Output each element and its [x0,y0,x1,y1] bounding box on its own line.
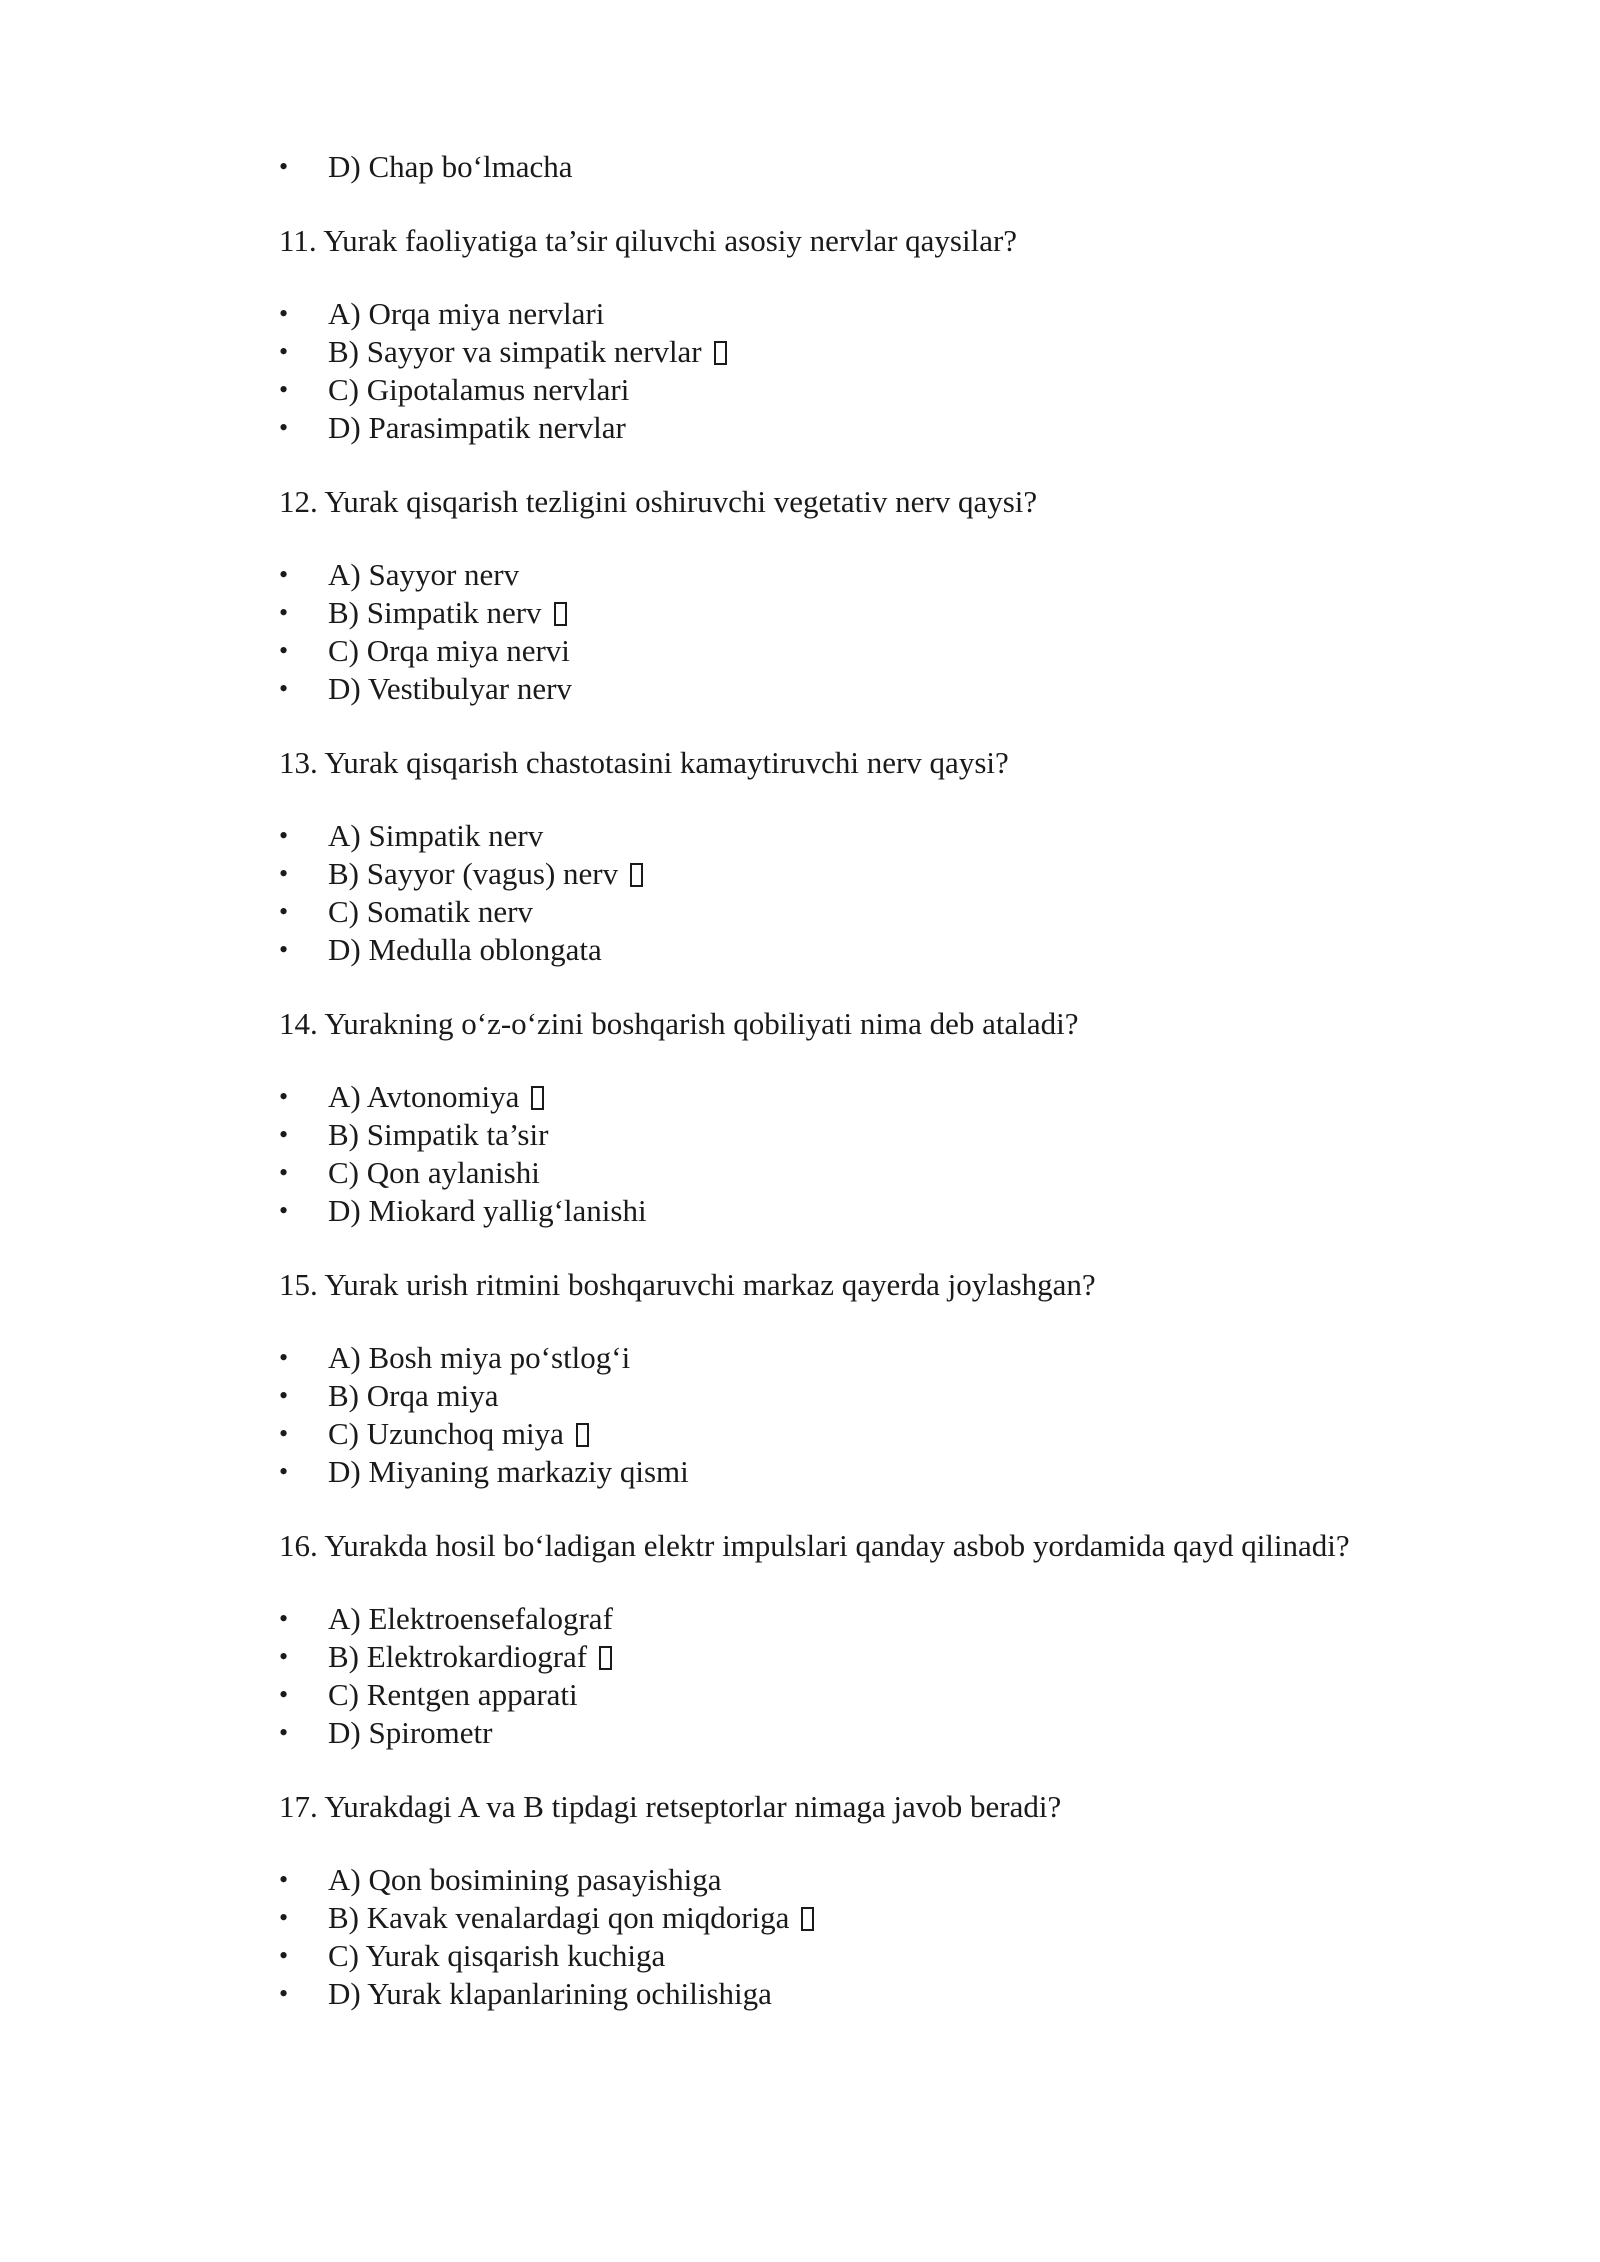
option-label: B) Simpatik ta’sir [328,1117,549,1152]
list-item [279,1899,1459,1937]
list-item [279,1975,1459,2013]
bullet: • [279,859,289,888]
list-item [279,556,1459,594]
bullet: • [279,897,289,926]
option-list [279,1339,1459,1491]
list-item [279,1154,1459,1192]
list-item [279,632,1459,670]
option-label: B) Sayyor (vagus) nerv [328,856,619,891]
option-list [279,1600,1459,1752]
option-label: B) Sayyor va simpatik nervlar [328,334,702,369]
list-item [279,1714,1459,1752]
question-text: 15. Yurak urish ritmini boshqaruvchi markaz qayerda joylashgan? [279,1267,1096,1302]
answer-mark-icon [576,1423,589,1447]
option-label: C) Rentgen apparati [328,1677,578,1712]
option-label: C) Gipotalamus nervlari [328,372,630,407]
option-list [279,556,1459,708]
spacer [279,1230,1459,1265]
bullet: • [279,1457,289,1486]
bullet: • [279,674,289,703]
bullet: • [279,821,289,850]
question-text: 12. Yurak qisqarish tezligini oshiruvchi vegetativ nerv qaysi? [279,484,1038,519]
option-label: D) Miokard yallig‘lanishi [328,1193,647,1228]
question-text: 11. Yurak faoliyatiga ta’sir qiluvchi asosiy nervlar qaysilar? [279,223,1018,258]
leading-option-list [279,148,1459,186]
bullet: • [279,935,289,964]
question-block [279,1787,1459,2013]
question-text: 17. Yurakdagi A va B tipdagi retseptorlar nimaga javob beradi? [279,1789,1062,1824]
option-label: D) Spirometr [328,1715,493,1750]
option-label: D) Yurak klapanlarining ochilishiga [328,1976,772,2011]
spacer [279,708,1459,743]
bullet: • [279,1082,289,1111]
option-label: D) Vestibulyar nerv [328,671,572,706]
list-item [279,1192,1459,1230]
bullet: • [279,1865,289,1894]
bullet: • [279,1903,289,1932]
list-item [279,1116,1459,1154]
list-item [279,594,1459,632]
question-block [279,221,1459,447]
option-label: D) Parasimpatik nervlar [328,410,626,445]
bullet: • [279,299,289,328]
bullet: • [279,1419,289,1448]
option-list [279,1861,1459,2013]
bullet: • [279,1979,289,2008]
spacer [279,1044,1459,1078]
list-item [279,1453,1459,1491]
spacer [279,1827,1459,1861]
question-list [279,186,1459,2013]
list-item [279,1377,1459,1415]
bullet: • [279,1120,289,1149]
option-label: D) Medulla oblongata [328,932,602,967]
option-label: B) Kavak venalardagi qon miqdoriga [328,1900,790,1935]
option-list [279,1078,1459,1230]
answer-mark-icon [630,863,643,887]
option-label: C) Orqa miya nervi [328,633,570,668]
bullet: • [279,1343,289,1372]
bullet: • [279,1604,289,1633]
question-block [279,743,1459,969]
option-label: C) Uzunchoq miya [328,1416,564,1451]
bullet: • [279,152,289,181]
question-block [279,1004,1459,1230]
question-text: 13. Yurak qisqarish chastotasini kamaytiruvchi nerv qaysi? [279,745,1009,780]
option-label: D) Miyaning markaziy qismi [328,1454,689,1489]
option-label: A) Simpatik nerv [328,818,544,853]
option-label: A) Avtonomiya [328,1079,520,1114]
list-item [279,295,1459,333]
answer-mark-icon [599,1646,612,1670]
list-item [279,893,1459,931]
list-item [279,1676,1459,1714]
option-label: C) Somatik nerv [328,894,533,929]
answer-mark-icon [554,602,567,626]
bullet: • [279,1158,289,1187]
option-label: A) Elektroensefalograf [328,1601,613,1636]
bullet: • [279,1941,289,1970]
option-label: B) Orqa miya [328,1378,499,1413]
bullet: • [279,1680,289,1709]
answer-mark-icon [714,341,727,365]
spacer [279,186,1459,221]
list-item [279,817,1459,855]
option-list [279,817,1459,969]
bullet: • [279,1196,289,1225]
spacer [279,969,1459,1004]
bullet: • [279,1381,289,1410]
list-item [279,1339,1459,1377]
list-item [279,333,1459,371]
list-item [279,1861,1459,1899]
question-text: 14. Yurakning o‘z-o‘zini boshqarish qobiliyati nima deb ataladi? [279,1006,1079,1041]
option-label: A) Bosh miya po‘stlog‘i [328,1340,631,1375]
bullet: • [279,636,289,665]
spacer [279,1491,1459,1526]
list-item [279,1638,1459,1676]
bullet: • [279,560,289,589]
option-label: A) Sayyor nerv [328,557,520,592]
option-label: C) Qon aylanishi [328,1155,540,1190]
list-item [279,855,1459,893]
spacer [279,522,1459,556]
spacer [279,783,1459,817]
list-item [279,1078,1459,1116]
question-block [279,482,1459,708]
option-label: C) Yurak qisqarish kuchiga [328,1938,666,1973]
list-item [279,1415,1459,1453]
list-item [279,1937,1459,1975]
question-block [279,1265,1459,1491]
answer-mark-icon [801,1907,814,1931]
bullet: • [279,1718,289,1747]
option-label: B) Elektrokardiograf [328,1639,588,1674]
list-item [279,409,1459,447]
list-item [279,371,1459,409]
spacer [279,1566,1459,1600]
list-item [279,148,1459,186]
list-item [279,1600,1459,1638]
bullet: • [279,598,289,627]
question-text: 16. Yurakda hosil bo‘ladigan elektr impulslari qanday asbob yordamida qayd qilinadi? [279,1528,1350,1563]
spacer [279,1305,1459,1339]
bullet: • [279,375,289,404]
option-label: A) Qon bosimining pasayishiga [328,1862,722,1897]
list-item [279,931,1459,969]
list-item [279,670,1459,708]
spacer [279,261,1459,295]
question-block [279,1526,1459,1752]
option-label: A) Orqa miya nervlari [328,296,605,331]
bullet: • [279,337,289,366]
option-label: D) Chap bo‘lmacha [328,149,573,184]
spacer [279,1752,1459,1787]
bullet: • [279,413,289,442]
spacer [279,447,1459,482]
document-page [279,148,1459,2013]
bullet: • [279,1642,289,1671]
answer-mark-icon [531,1086,544,1110]
option-label: B) Simpatik nerv [328,595,542,630]
option-list [279,295,1459,447]
